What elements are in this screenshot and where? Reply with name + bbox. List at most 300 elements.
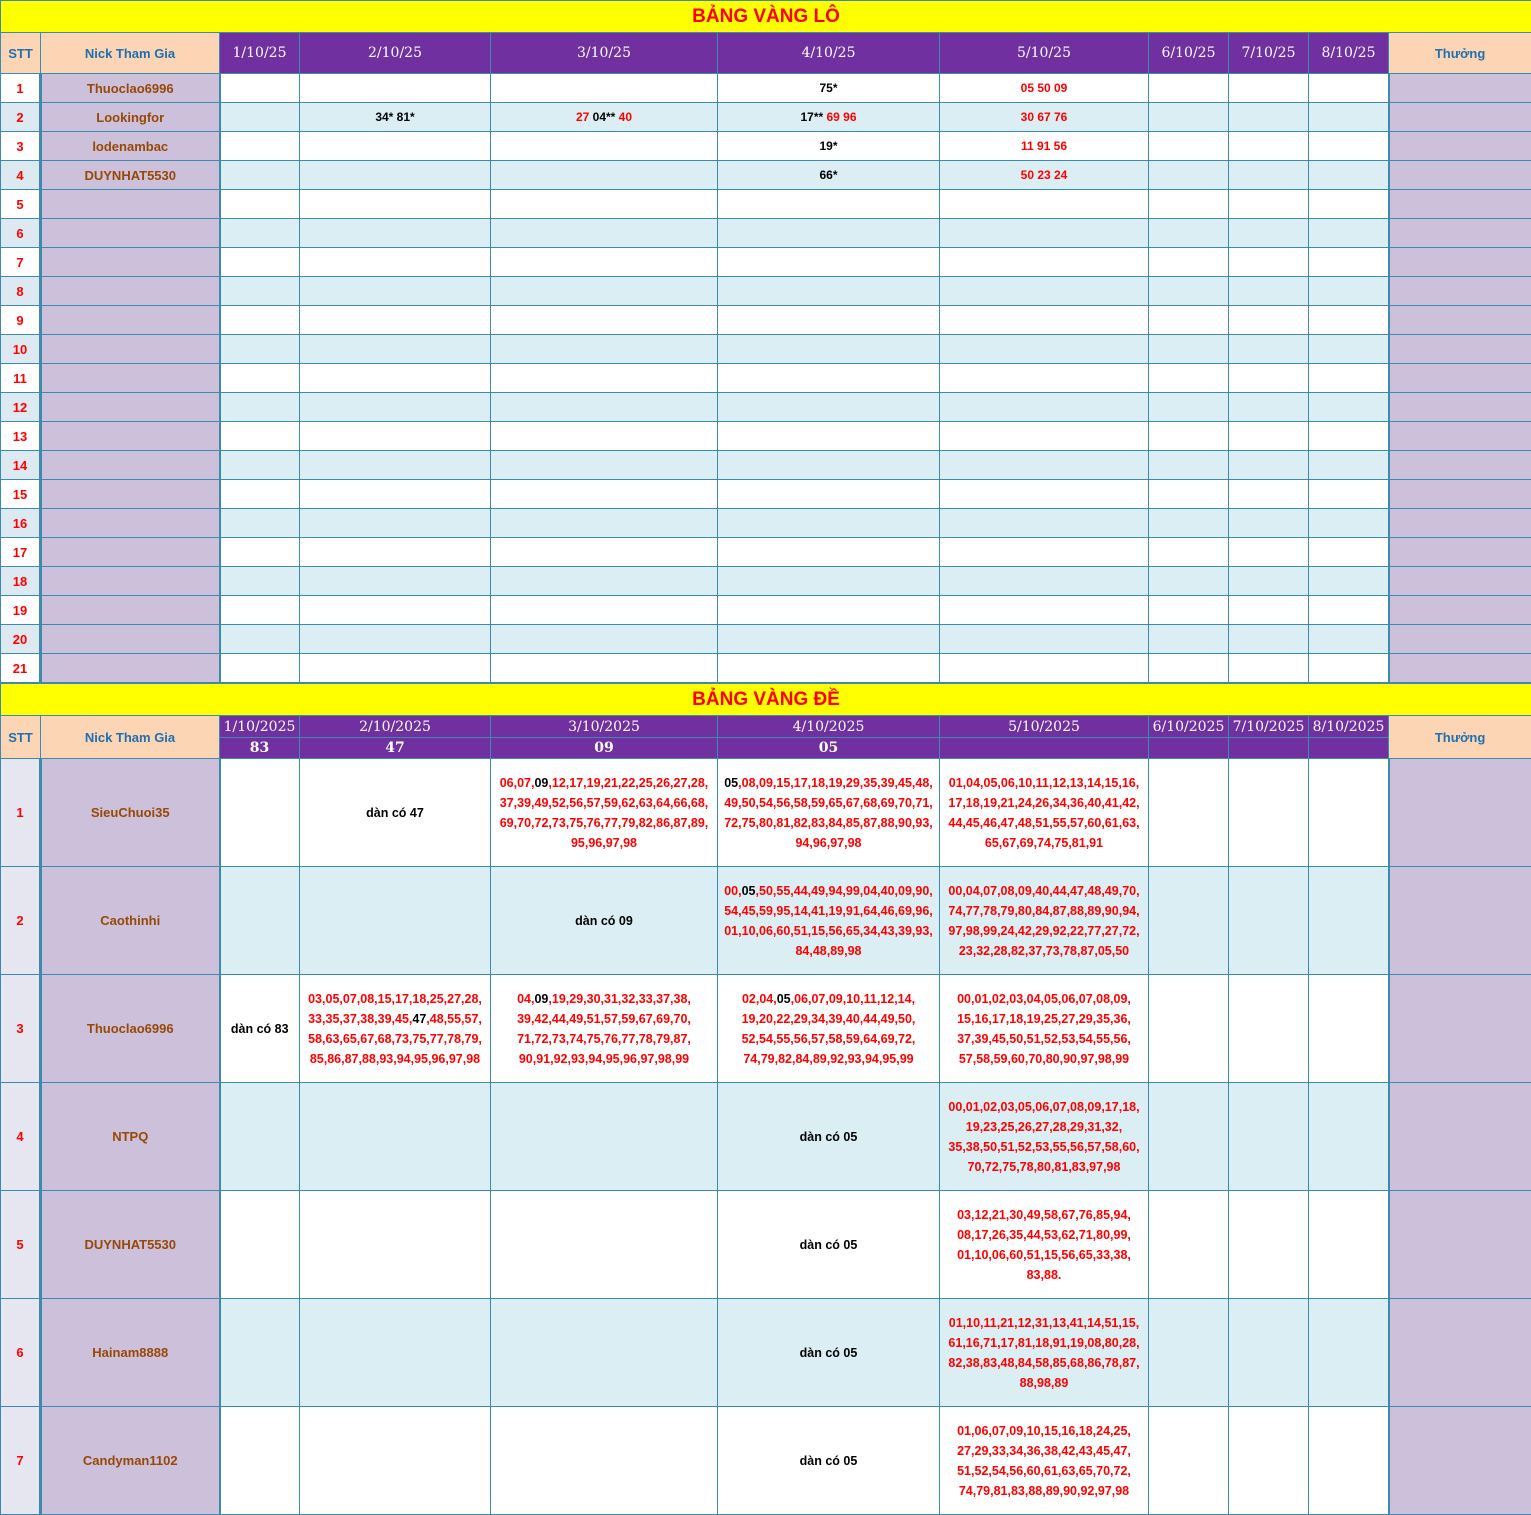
lo-cell [718,74,940,103]
cell-text: ,12,17,19,21,22,25,26,27,28, [548,775,709,790]
lo-cell [491,277,718,306]
lo-cell [1309,132,1389,161]
lo-cell [940,596,1149,625]
de-row-nick: DUYNHAT5530 [41,1191,220,1299]
lo-cell [300,161,491,190]
lo-cell [220,190,300,219]
de-row-stt: 3 [1,975,41,1083]
cell-text: 05 [741,883,756,898]
lo-cell [491,480,718,509]
lo-cell [940,335,1149,364]
lo-cell [1229,277,1309,306]
lo-cell [1229,509,1309,538]
lo-row-thuong [1389,103,1531,132]
de-cell [940,975,1149,1083]
lo-cell [1309,509,1389,538]
cell-text: 83,88. [1026,1267,1062,1282]
lo-cell [220,509,300,538]
lo-cell [220,335,300,364]
lo-row-stt: 10 [1,335,41,364]
de-row-stt: 1 [1,759,41,867]
lo-cell [220,538,300,567]
de-cell [1149,975,1229,1083]
lo-row-nick [41,451,220,480]
lo-cell [1229,103,1309,132]
lo-cell [940,248,1149,277]
lo-header-stt: STT [1,33,41,74]
cell-text: 52,54,55,56,57,58,59,64,69,72, [741,1031,916,1046]
de-row [1,1299,1531,1407]
cell-text: 37,39,45,50,51,52,53,54,55,56, [957,1031,1131,1046]
lo-row-thuong [1389,132,1531,161]
de-cell [1309,867,1389,975]
lo-cell [718,277,940,306]
lo-row [1,596,1531,625]
de-cell [300,867,491,975]
cell-text: 44,45,46,47,48,51,55,57,60,61,63, [948,815,1140,830]
de-cell [220,975,300,1083]
lo-cell [1149,248,1229,277]
de-cell [718,867,940,975]
lo-cell [718,132,940,161]
de-header-date: 8/10/2025 [1309,716,1389,738]
cell-text: 05 50 09 [1020,81,1068,95]
lo-cell [1229,335,1309,364]
cell-text: 00,01,02,03,04,05,06,07,08,09, [957,991,1131,1006]
lo-cell [940,567,1149,596]
cell-text: 33,35,37,38,39,45, [308,1011,413,1026]
de-cell [940,1083,1149,1191]
lo-header-date: 6/10/25 [1149,33,1229,74]
lo-cell [940,364,1149,393]
lo-cell [300,422,491,451]
lo-row [1,248,1531,277]
lo-row-thuong [1389,654,1531,683]
lo-cell [1229,625,1309,654]
de-row-thuong [1389,1191,1531,1299]
de-cell [1229,1407,1309,1515]
lo-row [1,161,1531,190]
lo-row-thuong [1389,451,1531,480]
de-body [1,759,1531,1515]
lo-cell [300,306,491,335]
cell-text: 19,23,25,26,27,28,29,31,32, [965,1119,1123,1134]
lo-cell [491,190,718,219]
de-row [1,867,1531,975]
cell-text: 69,70,72,73,75,76,77,79,82,86,87,89, [499,815,709,830]
lo-row [1,422,1531,451]
cell-text: 65,67,69,74,75,81,91 [984,835,1104,850]
de-header-thuong: Thưởng [1389,716,1531,759]
lo-row-stt: 16 [1,509,41,538]
de-cell [718,1083,940,1191]
lo-cell [940,277,1149,306]
lo-cell [220,74,300,103]
de-cell [1309,1299,1389,1407]
de-row-thuong [1389,759,1531,867]
lo-cell [940,480,1149,509]
lo-body [1,74,1531,683]
lo-cell [220,393,300,422]
cell-text: 39,42,44,49,51,57,59,67,69,70, [517,1011,691,1026]
lo-cell [718,219,940,248]
de-cell [491,867,718,975]
lo-cell [1309,654,1389,683]
cell-text: 06,07, [499,775,535,790]
lo-row [1,219,1531,248]
lo-row-nick [41,509,220,538]
lo-row-stt: 1 [1,74,41,103]
de-header-date: 3/10/2025 [491,716,718,738]
lo-cell [718,422,940,451]
de-row-nick: Candyman1102 [41,1407,220,1515]
de-cell [718,975,940,1083]
lo-row-thuong [1389,567,1531,596]
de-row-nick: NTPQ [41,1083,220,1191]
cell-text: 51,52,54,56,60,61,63,65,70,72, [957,1463,1131,1478]
de-cell [1229,759,1309,867]
de-header-date: 4/10/2025 [718,716,940,738]
cell-text: 35,38,50,51,52,53,55,56,57,58,60, [948,1139,1140,1154]
lo-cell [940,103,1149,132]
lo-cell [1309,306,1389,335]
de-result-value [1229,738,1309,759]
de-cell [718,1407,940,1515]
lo-row-thuong [1389,509,1531,538]
de-row-nick: Thuoclao6996 [41,975,220,1083]
de-cell [1149,1083,1229,1191]
lo-cell [491,103,718,132]
lo-row-stt: 5 [1,190,41,219]
de-row [1,1407,1531,1515]
lo-cell [220,596,300,625]
lo-cell [220,625,300,654]
de-cell [1309,1083,1389,1191]
lo-cell [1229,451,1309,480]
de-row-stt: 4 [1,1083,41,1191]
de-cell [940,867,1149,975]
cell-text: 27 [575,110,593,124]
cell-text: 00,04,07,08,09,40,44,47,48,49,70, [948,883,1140,898]
lo-row-stt: 12 [1,393,41,422]
lo-row-stt: 21 [1,654,41,683]
cell-text: 27,29,33,34,36,38,42,43,45,47, [957,1443,1131,1458]
lo-header-date: 4/10/25 [718,33,940,74]
de-row-nick: Hainam8888 [41,1299,220,1407]
lo-cell [718,335,940,364]
de-header-date: 1/10/2025 [220,716,300,738]
lo-cell [1229,219,1309,248]
de-cell [1149,1299,1229,1407]
lo-row [1,393,1531,422]
lo-row-nick [41,364,220,393]
lo-cell [1229,248,1309,277]
lo-cell [220,422,300,451]
lo-cell [1149,422,1229,451]
lo-cell [1149,654,1229,683]
cell-text: 74,77,78,79,80,84,87,88,89,90,94, [948,903,1140,918]
lo-row-thuong [1389,538,1531,567]
lo-header-date: 7/10/25 [1229,33,1309,74]
de-table [0,683,1531,1515]
lo-row-thuong [1389,277,1531,306]
lo-cell [1149,103,1229,132]
lo-cell [1229,422,1309,451]
de-cell [1149,1191,1229,1299]
cell-text: 09 [534,775,549,790]
lo-row-nick [41,596,220,625]
lo-cell [220,103,300,132]
cell-text: ,19,29,30,31,32,33,37,38, [548,991,691,1006]
lo-cell [1149,538,1229,567]
lo-header-date: 2/10/25 [300,33,491,74]
lo-cell [718,596,940,625]
de-cell [1229,1299,1309,1407]
lo-cell [1149,393,1229,422]
lo-row-stt: 2 [1,103,41,132]
lo-cell [718,538,940,567]
lo-cell [220,567,300,596]
lo-row-nick [41,248,220,277]
lo-cell [1149,306,1229,335]
lo-header-date: 3/10/25 [491,33,718,74]
lo-row-thuong [1389,422,1531,451]
cell-text: ,08,09,15,17,18,19,29,35,39,45,48, [738,775,933,790]
lo-cell [1229,596,1309,625]
de-row [1,975,1531,1083]
cell-text: ,06,07,09,10,11,12,14, [790,991,916,1006]
lo-header-thuong: Thưởng [1389,33,1531,74]
lo-cell [220,277,300,306]
lo-cell [491,335,718,364]
de-row [1,1191,1531,1299]
lo-row-nick [41,277,220,306]
lo-row-thuong [1389,219,1531,248]
cell-text: 58,63,65,67,68,73,75,77,78,79, [308,1031,482,1046]
cell-text: 40 [615,110,633,124]
cell-text: 19* [819,139,838,153]
lo-cell [940,451,1149,480]
lo-row-nick: lodenambac [41,132,220,161]
cell-text: 23,32,28,82,37,73,78,87,05,50 [958,943,1130,958]
lo-row-stt: 14 [1,451,41,480]
cell-text: dàn có 05 [799,1237,858,1252]
lo-cell [1229,190,1309,219]
lo-cell [940,306,1149,335]
lo-cell [1309,451,1389,480]
lo-row-thuong [1389,364,1531,393]
de-row-stt: 7 [1,1407,41,1515]
cell-text: 75* [819,81,838,95]
lo-row-stt: 4 [1,161,41,190]
de-result-value: 83 [220,738,300,759]
lo-cell [718,480,940,509]
lo-row-stt: 18 [1,567,41,596]
lo-row-stt: 20 [1,625,41,654]
de-result-value: 09 [491,738,718,759]
de-header-date: 2/10/2025 [300,716,491,738]
cell-text: 03,05,07,08,15,17,18,25,27,28, [308,991,482,1006]
lo-row [1,190,1531,219]
cell-text: dàn có 05 [799,1129,858,1144]
lo-cell [940,190,1149,219]
lo-row-nick [41,393,220,422]
de-cell [300,1083,491,1191]
lo-row [1,509,1531,538]
cell-text: 05 [776,991,791,1006]
lo-row [1,654,1531,683]
lo-row-nick: Lookingfor [41,103,220,132]
lo-cell [940,422,1149,451]
de-cell [940,1191,1149,1299]
lo-cell [491,248,718,277]
lo-row-thuong [1389,74,1531,103]
lo-row-stt: 15 [1,480,41,509]
lo-row-nick [41,190,220,219]
lo-row-thuong [1389,190,1531,219]
lo-header-date: 1/10/25 [220,33,300,74]
lo-cell [718,393,940,422]
cell-text: 04, [517,991,535,1006]
de-cell [1149,1407,1229,1515]
lo-cell [220,219,300,248]
lo-cell [1309,480,1389,509]
cell-text: 57,58,59,60,70,80,90,97,98,99 [958,1051,1130,1066]
cell-text: 37,39,49,52,56,57,59,62,63,64,66,68, [499,795,709,810]
lo-cell [1149,596,1229,625]
lo-cell [718,364,940,393]
lo-row [1,103,1531,132]
de-cell [491,1407,718,1515]
cell-text: 04** [592,110,616,124]
cell-text: 47 [412,1011,427,1026]
de-cell [300,759,491,867]
lo-cell [940,509,1149,538]
de-result-value [940,738,1149,759]
de-cell [718,1299,940,1407]
lo-row-stt: 19 [1,596,41,625]
cell-text: 70,72,75,78,80,81,83,97,98 [967,1159,1121,1174]
lo-row-stt: 6 [1,219,41,248]
cell-text: 97,98,99,24,42,29,92,22,77,27,72, [948,923,1140,938]
de-cell [1309,1191,1389,1299]
cell-text: 74,79,81,83,88,89,90,92,97,98 [958,1483,1130,1498]
lo-cell [940,625,1149,654]
lo-cell [220,654,300,683]
lo-cell [1149,509,1229,538]
lo-row-thuong [1389,393,1531,422]
cell-text: 17** [800,110,824,124]
de-cell [1309,975,1389,1083]
de-title: BẢNG VÀNG ĐỀ [1,684,1531,716]
cell-text: dàn có 09 [575,913,633,928]
de-header-stt: STT [1,716,41,759]
lo-row [1,74,1531,103]
lo-cell [491,364,718,393]
lo-cell [1309,422,1389,451]
lo-row [1,364,1531,393]
de-row-stt: 2 [1,867,41,975]
cell-text: 11 91 56 [1020,139,1068,153]
lo-cell [220,248,300,277]
lo-cell [1149,190,1229,219]
de-cell [220,867,300,975]
lo-cell [1149,335,1229,364]
lo-cell [718,625,940,654]
cell-text: 02,04, [741,991,777,1006]
lo-cell [220,306,300,335]
de-cell [940,1299,1149,1407]
lo-cell [1229,74,1309,103]
cell-text: 69 96 [823,110,857,124]
cell-text: 15,16,17,18,19,25,27,29,35,36, [957,1011,1131,1026]
cell-text: 01,04,05,06,10,11,12,13,14,15,16, [948,775,1140,790]
lo-cell [718,509,940,538]
de-cell [718,1191,940,1299]
lo-cell [1229,161,1309,190]
lo-cell [1149,132,1229,161]
de-row-thuong [1389,1299,1531,1407]
de-cell [940,759,1149,867]
lo-header-row [1,33,1531,74]
lo-row-thuong [1389,335,1531,364]
lo-cell [491,538,718,567]
lo-row-stt: 7 [1,248,41,277]
de-cell [220,1083,300,1191]
lo-cell [1229,364,1309,393]
lo-cell [718,248,940,277]
lo-row-thuong [1389,161,1531,190]
lo-row-nick: DUYNHAT5530 [41,161,220,190]
de-result-row [1,738,1531,759]
de-result-value [1149,738,1229,759]
lo-cell [1309,103,1389,132]
lo-cell [491,219,718,248]
lo-row-nick [41,306,220,335]
lo-row-nick [41,480,220,509]
lo-cell [1309,190,1389,219]
lo-header-date: 8/10/25 [1309,33,1389,74]
lo-cell [300,393,491,422]
cell-text: 85,86,87,88,93,94,95,96,97,98 [309,1051,481,1066]
lo-cell [300,567,491,596]
de-cell [220,1407,300,1515]
cell-text: 30 67 76 [1020,110,1068,124]
de-cell [220,1299,300,1407]
cell-text: 72,75,80,81,82,83,84,85,87,88,90,93, [724,815,933,830]
lo-cell [1309,596,1389,625]
lo-cell [1309,393,1389,422]
lo-row-nick [41,219,220,248]
lo-cell [1309,161,1389,190]
lo-cell [1309,335,1389,364]
cell-text: 01,10,11,21,12,31,13,41,14,51,15, [948,1315,1140,1330]
cell-text: 01,06,07,09,10,15,16,18,24,25, [957,1423,1131,1438]
lo-row-stt: 11 [1,364,41,393]
cell-text: 61,16,71,17,81,18,91,19,08,80,28, [948,1335,1140,1350]
lo-row-nick [41,625,220,654]
lo-row [1,451,1531,480]
cell-text: 50 23 24 [1020,168,1068,182]
lo-row [1,480,1531,509]
de-cell [220,1191,300,1299]
lo-cell [491,567,718,596]
lo-row-stt: 9 [1,306,41,335]
lo-cell [300,219,491,248]
lo-cell [1229,132,1309,161]
de-cell [491,1299,718,1407]
lo-cell [1309,364,1389,393]
